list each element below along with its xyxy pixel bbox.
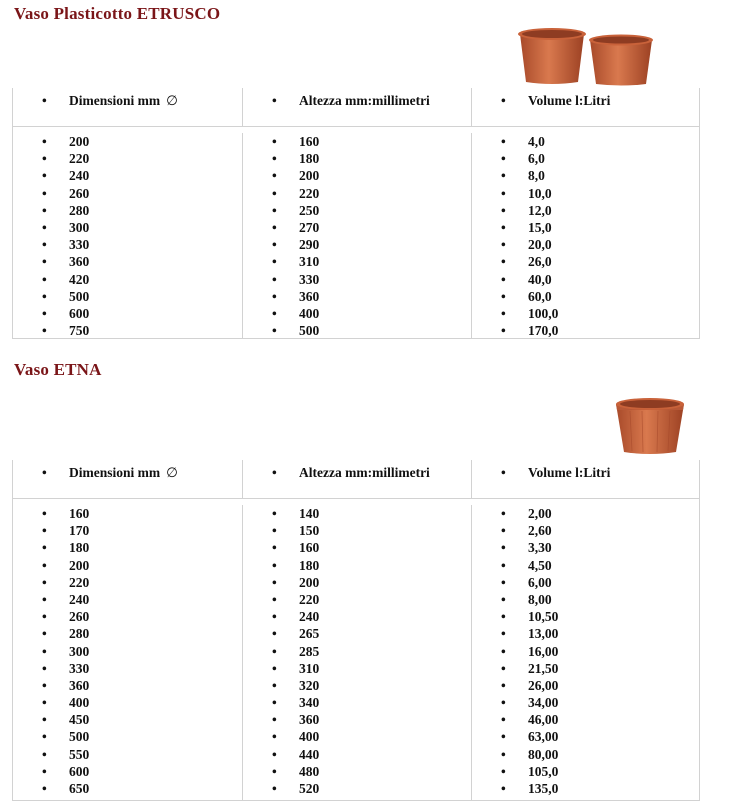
list-item	[13, 133, 242, 150]
list-item	[243, 625, 471, 642]
cell-value: • 100,0	[528, 305, 559, 321]
list-item	[13, 167, 242, 184]
cell-value: • 26,0	[528, 254, 552, 270]
list-item	[472, 694, 699, 711]
cell-value: • 46,00	[528, 712, 559, 728]
dimensioni-column	[13, 133, 242, 338]
list-item	[472, 236, 699, 253]
cell-value: • 40,0	[528, 271, 552, 287]
header-altezza: • Altezza mm:millimetri	[243, 92, 471, 130]
list-item	[13, 574, 242, 591]
cell-value: • 34,00	[528, 695, 559, 711]
cell-value: • 330	[69, 660, 90, 676]
cell-value: • 170,0	[528, 323, 559, 339]
list-item	[13, 236, 242, 253]
list-item	[243, 643, 471, 660]
cell-value: • 220	[69, 151, 90, 167]
list-item	[13, 271, 242, 288]
volume-column	[471, 133, 699, 338]
etna-table-body	[13, 499, 699, 801]
cell-value: • 500	[69, 288, 90, 304]
list-item	[243, 763, 471, 780]
cell-value: • 360	[69, 254, 90, 270]
etna-pot-image	[612, 394, 688, 458]
cell-value: • 330	[299, 271, 320, 287]
cell-value: • 550	[69, 746, 90, 762]
cell-value: • 240	[69, 591, 90, 607]
list-item	[472, 643, 699, 660]
cell-value: • 265	[299, 626, 320, 642]
list-item	[472, 305, 699, 322]
list-item	[243, 728, 471, 745]
header-dimensioni: • Dimensioni mm ∅	[13, 92, 242, 130]
cell-value: • 150	[299, 523, 320, 539]
list-item	[243, 150, 471, 167]
cell-value: • 500	[69, 729, 90, 745]
list-item	[243, 557, 471, 574]
list-item	[243, 236, 471, 253]
list-item	[472, 271, 699, 288]
list-item	[13, 322, 242, 339]
cell-value: • 240	[69, 168, 90, 184]
altezza-column	[242, 133, 471, 338]
cell-value: • 440	[299, 746, 320, 762]
list-item	[13, 711, 242, 728]
list-item	[243, 574, 471, 591]
cell-value: • 270	[299, 219, 320, 235]
cell-value: • 280	[69, 202, 90, 218]
cell-value: • 8,0	[528, 168, 545, 184]
list-item	[243, 694, 471, 711]
list-item	[472, 253, 699, 270]
etrusco-table	[12, 88, 700, 339]
list-item	[13, 219, 242, 236]
list-item	[472, 574, 699, 591]
list-item	[472, 539, 699, 556]
list-item	[243, 202, 471, 219]
diameter-icon: ∅	[166, 465, 178, 480]
list-item	[472, 505, 699, 522]
list-item	[472, 711, 699, 728]
cell-value: • 160	[299, 540, 320, 556]
cell-value: • 340	[299, 695, 320, 711]
list-item	[243, 539, 471, 556]
cell-value: • 13,00	[528, 626, 559, 642]
cell-value: • 8,00	[528, 591, 552, 607]
cell-value: • 10,50	[528, 609, 559, 625]
list-item	[243, 133, 471, 150]
list-item	[472, 746, 699, 763]
etrusco-pot-image	[514, 24, 660, 88]
cell-value: • 200	[69, 557, 90, 573]
cell-value: • 360	[299, 712, 320, 728]
list-item	[472, 780, 699, 797]
cell-value: • 200	[299, 168, 320, 184]
cell-value: • 260	[69, 185, 90, 201]
list-item	[472, 591, 699, 608]
header-dimensioni: • Dimensioni mm ∅	[13, 464, 242, 502]
list-item	[13, 202, 242, 219]
list-item	[472, 167, 699, 184]
list-item	[472, 133, 699, 150]
volume-column	[471, 505, 699, 800]
list-item	[243, 522, 471, 539]
cell-value: • 4,50	[528, 557, 552, 573]
cell-value: • 300	[69, 643, 90, 659]
cell-value: • 6,0	[528, 151, 545, 167]
list-item	[472, 522, 699, 539]
list-item	[13, 522, 242, 539]
list-item	[472, 557, 699, 574]
cell-value: • 105,0	[528, 763, 559, 779]
cell-value: • 240	[299, 609, 320, 625]
cell-value: • 21,50	[528, 660, 559, 676]
cell-value: • 180	[299, 557, 320, 573]
list-item	[243, 253, 471, 270]
list-item	[13, 253, 242, 270]
list-item	[13, 625, 242, 642]
list-item	[13, 746, 242, 763]
list-item	[243, 322, 471, 339]
cell-value: • 520	[299, 781, 320, 796]
cell-value: • 480	[299, 763, 320, 779]
list-item	[472, 202, 699, 219]
list-item	[13, 150, 242, 167]
list-item	[13, 591, 242, 608]
list-item	[472, 608, 699, 625]
cell-value: • 500	[299, 323, 320, 339]
cell-value: • 15,0	[528, 219, 552, 235]
list-item	[472, 763, 699, 780]
etrusco-table-body	[13, 127, 699, 339]
cell-value: • 260	[69, 609, 90, 625]
cell-value: • 250	[299, 202, 320, 218]
cell-value: • 750	[69, 323, 90, 339]
list-item	[13, 608, 242, 625]
diameter-icon: ∅	[166, 93, 178, 108]
list-item	[243, 660, 471, 677]
list-item	[243, 167, 471, 184]
list-item	[243, 677, 471, 694]
cell-value: • 80,00	[528, 746, 559, 762]
cell-value: • 10,0	[528, 185, 552, 201]
cell-value: • 280	[69, 626, 90, 642]
cell-value: • 360	[299, 288, 320, 304]
list-item	[13, 780, 242, 797]
list-item	[472, 219, 699, 236]
header-volume: • Volume l:Litri	[472, 464, 699, 502]
cell-value: • 20,0	[528, 237, 552, 253]
cell-value: • 220	[299, 591, 320, 607]
cell-value: • 310	[299, 660, 320, 676]
cell-value: • 26,00	[528, 677, 559, 693]
list-item	[243, 271, 471, 288]
list-item	[243, 780, 471, 797]
list-item	[472, 185, 699, 202]
list-item	[13, 660, 242, 677]
list-item	[243, 746, 471, 763]
list-item	[472, 660, 699, 677]
cell-value: • 300	[69, 219, 90, 235]
list-item	[243, 288, 471, 305]
section-title-etrusco: Vaso Plasticotto ETRUSCO	[14, 4, 221, 23]
cell-value: • 200	[69, 134, 90, 149]
list-item	[243, 591, 471, 608]
cell-value: • 140	[299, 506, 320, 521]
cell-value: • 400	[299, 305, 320, 321]
cell-value: • 320	[299, 677, 320, 693]
header-altezza: • Altezza mm:millimetri	[243, 464, 471, 502]
cell-value: • 400	[69, 695, 90, 711]
cell-value: • 600	[69, 305, 90, 321]
list-item	[13, 763, 242, 780]
list-item	[243, 608, 471, 625]
cell-value: • 330	[69, 237, 90, 253]
cell-value: • 6,00	[528, 574, 552, 590]
cell-value: • 63,00	[528, 729, 559, 745]
section-title-etna: Vaso ETNA	[14, 360, 102, 379]
list-item	[13, 505, 242, 522]
cell-value: • 290	[299, 237, 320, 253]
cell-value: • 400	[299, 729, 320, 745]
list-item	[13, 305, 242, 322]
list-item	[13, 539, 242, 556]
cell-value: • 2,60	[528, 523, 552, 539]
cell-value: • 220	[69, 574, 90, 590]
list-item	[13, 185, 242, 202]
cell-value: • 285	[299, 643, 320, 659]
cell-value: • 650	[69, 781, 90, 796]
cell-value: • 60,0	[528, 288, 552, 304]
cell-value: • 2,00	[528, 506, 552, 521]
list-item	[243, 505, 471, 522]
cell-value: • 600	[69, 763, 90, 779]
cell-value: • 170	[69, 523, 90, 539]
cell-value: • 180	[69, 540, 90, 556]
cell-value: • 420	[69, 271, 90, 287]
cell-value: • 450	[69, 712, 90, 728]
list-item	[13, 288, 242, 305]
header-volume: • Volume l:Litri	[472, 92, 699, 130]
list-item	[13, 728, 242, 745]
list-item	[472, 728, 699, 745]
cell-value: • 16,00	[528, 643, 559, 659]
cell-value: • 135,0	[528, 781, 559, 796]
cell-value: • 12,0	[528, 202, 552, 218]
cell-value: • 310	[299, 254, 320, 270]
list-item	[243, 219, 471, 236]
list-item	[472, 288, 699, 305]
etna-table	[12, 460, 700, 801]
cell-value: • 200	[299, 574, 320, 590]
cell-value: • 3,30	[528, 540, 552, 556]
list-item	[472, 677, 699, 694]
list-item	[243, 185, 471, 202]
list-item	[243, 711, 471, 728]
cell-value: • 4,0	[528, 134, 545, 149]
list-item	[243, 305, 471, 322]
list-item	[13, 694, 242, 711]
cell-value: • 220	[299, 185, 320, 201]
list-item	[472, 625, 699, 642]
list-item	[13, 677, 242, 694]
list-item	[13, 643, 242, 660]
altezza-column	[242, 505, 471, 800]
cell-value: • 180	[299, 151, 320, 167]
list-item	[472, 322, 699, 339]
cell-value: • 160	[69, 506, 90, 521]
dimensioni-column	[13, 505, 242, 800]
list-item	[472, 150, 699, 167]
cell-value: • 360	[69, 677, 90, 693]
list-item	[13, 557, 242, 574]
cell-value: • 160	[299, 134, 320, 149]
